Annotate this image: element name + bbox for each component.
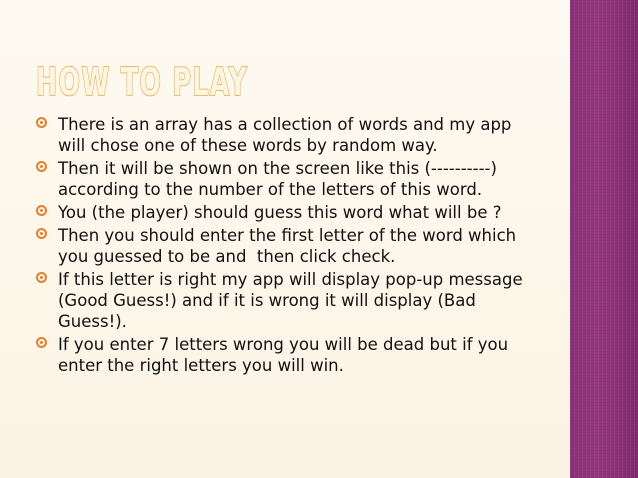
- list-item-text: If this letter is right my app will display pop-up message (Good Guess!) and if it is wrong it will display (Bad Guess!).: [58, 270, 528, 331]
- slide-title-graphic: [36, 60, 276, 102]
- list-item-text: You (the player) should guess this word what will be ?: [58, 203, 502, 222]
- bullet-icon: [36, 337, 47, 348]
- list-item: [36, 114, 526, 156]
- bullet-icon: [36, 205, 47, 216]
- list-item-text: Then it will be shown on the screen like this (----------) according to the number of the letters of this word.: [58, 159, 503, 199]
- list-item: [36, 158, 526, 200]
- list-item: [36, 334, 526, 376]
- bullet-icon: [36, 161, 47, 172]
- slide-title: [36, 60, 276, 102]
- decorative-side-band: [570, 0, 638, 478]
- instructions-list: [36, 114, 526, 378]
- bullet-icon: [36, 117, 47, 128]
- list-item: [36, 225, 526, 267]
- bullet-icon: [36, 228, 47, 239]
- bullet-icon: [36, 272, 47, 283]
- list-item: [36, 202, 526, 223]
- slide-title-text: HOW TO PLAY: [36, 60, 248, 104]
- list-item-text: Then you should enter the first letter of the word which you guessed to be and then click check.: [58, 226, 522, 266]
- list-item-text: There is an array has a collection of words and my app will chose one of these words by random way.: [58, 115, 517, 155]
- list-item: [36, 269, 526, 332]
- list-item-text: If you enter 7 letters wrong you will be dead but if you enter the right letters you will win.: [58, 335, 514, 375]
